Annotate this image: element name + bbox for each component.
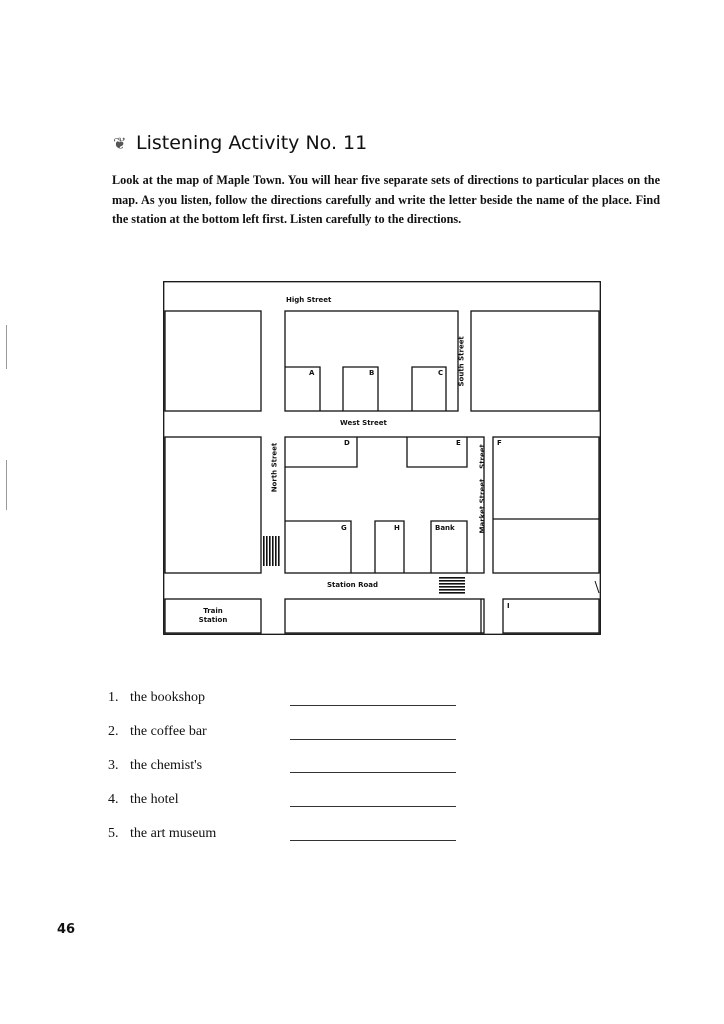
- high-street-label: High Street: [286, 296, 332, 304]
- question-2: [108, 724, 207, 740]
- market-street-suffix: Street: [478, 444, 487, 469]
- margin-mark: [6, 460, 7, 510]
- north-street-label: North Street: [270, 442, 279, 493]
- building-label-d: D: [344, 439, 350, 447]
- question-5: [108, 826, 216, 842]
- margin-mark: [6, 325, 7, 369]
- activity-title: Listening Activity No. 11: [136, 132, 368, 154]
- building-label-c: C: [438, 369, 444, 377]
- building-label-a: A: [309, 369, 315, 377]
- block-top-left: [165, 311, 261, 411]
- instructions: Look at the map of Maple Town. You will hear five separate sets of directions to particular places on the map. As you listen, follow the directions carefully and write the letter beside the name of the place. Find the station at the bottom left first. Listen carefully to the directions.: [112, 173, 660, 226]
- question-text: the chemist's: [130, 758, 203, 773]
- map-drawing: [163, 281, 601, 635]
- station-road-label: Station Road: [327, 581, 379, 589]
- answer-line-5[interactable]: [290, 840, 456, 841]
- question-number: 4.: [108, 792, 119, 807]
- question-3: [108, 758, 202, 774]
- question-text: the bookshop: [130, 690, 206, 705]
- block-bottom-right: [503, 599, 599, 633]
- question-text: the art museum: [130, 826, 217, 841]
- building-label-h: H: [394, 524, 400, 532]
- map-tick: [595, 581, 599, 593]
- train-station-label: [165, 607, 261, 625]
- building-label-i: I: [507, 602, 510, 610]
- block-middle-right: [493, 437, 599, 573]
- answer-line-1[interactable]: [290, 705, 456, 706]
- question-4: [108, 792, 179, 808]
- building-label-bank: Bank: [435, 524, 455, 532]
- question-text: the coffee bar: [130, 724, 207, 739]
- leaf-icon: ❦: [113, 134, 127, 153]
- building-label-e: E: [456, 439, 461, 447]
- block-bottom-middle: [285, 599, 484, 633]
- building-a: [285, 367, 320, 411]
- building-label-b: B: [369, 369, 375, 377]
- block-middle-left: [165, 437, 261, 573]
- question-number: 5.: [108, 826, 119, 841]
- market-street-label: Market Street: [478, 478, 487, 534]
- answer-line-2[interactable]: [290, 739, 456, 740]
- question-1: [108, 690, 205, 706]
- block-top-right: [471, 311, 599, 411]
- zebra-crossing-station-road: [439, 577, 465, 594]
- answer-line-3[interactable]: [290, 772, 456, 773]
- block-center: [285, 437, 484, 573]
- question-number: 2.: [108, 724, 119, 739]
- map-frame: [164, 282, 601, 635]
- question-number: 1.: [108, 690, 119, 705]
- zebra-crossing-north-street: [263, 536, 280, 566]
- town-map: [163, 281, 601, 635]
- west-street-label: West Street: [340, 419, 387, 427]
- question-text: the hotel: [130, 792, 179, 807]
- answer-line-4[interactable]: [290, 806, 456, 807]
- block-top-middle: [285, 311, 458, 411]
- question-number: 3.: [108, 758, 119, 773]
- south-street-label: South Street: [457, 336, 466, 387]
- train-station-line2: Station: [198, 616, 228, 624]
- building-label-g: G: [341, 524, 347, 532]
- page-number: 46: [57, 922, 76, 937]
- building-label-f: F: [497, 439, 502, 447]
- train-station-line1: Train: [203, 607, 223, 615]
